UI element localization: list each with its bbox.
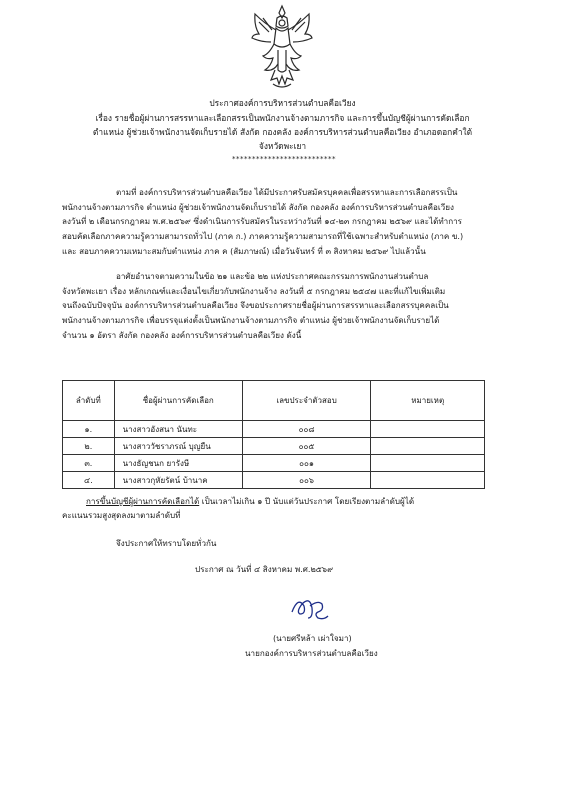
paragraph-line: ตามที่ องค์การบริหารส่วนตำบลคือเวียง ได้มีประกาศรับสมัครบุคคลเพื่อสรรหาและการเลือกสรรเป็น	[116, 187, 458, 197]
paragraph-line: พนักงานจ้างตามภารกิจ ตำแหน่ง ผู้ช่วยเจ้าพนักงานจัดเก็บรายได้ สังกัด กองคลัง องค์การบริหารส่วนตำบลคือเวียง	[62, 201, 454, 212]
cell-name: นางสาวกุหัยรัตน์ บ้านาค	[114, 472, 242, 489]
paragraph-line: จำนวน ๑ อัตรา สังกัด กองคลัง องค์การบริหารส่วนตำบลคือเวียง ดังนี้	[62, 329, 302, 340]
paragraph-line: สอบคัดเลือกภาคความรู้ความสามารถทั่วไป (ภาค ก.) ภาคความรู้ความสามารถที่ใช้เฉพาะสำหรับตำแหน่ง (ภาค ข.)	[62, 231, 464, 242]
garuda-emblem	[249, 4, 315, 92]
cell-name: นางสาววัชราภรณ์ บุญยืน	[114, 438, 242, 455]
table-header-row	[63, 381, 485, 421]
candidates-table	[62, 380, 485, 489]
table-row	[63, 438, 485, 455]
announcement-date: ประกาศ ณ วันที่ ๔ สิงหาคม พ.ศ.๒๕๖๙	[195, 564, 333, 574]
subject-line-1: เรื่อง รายชื่อผู้ผ่านการสรรหาและเลือกสรรเป็นพนักงานจ้างตามภารกิจ และการขึ้นบัญชีผู้ผ่านการคัดเลือก	[95, 113, 470, 123]
subject-line-3: จังหวัดพะเยา	[258, 141, 307, 151]
note-text-line-2: คะแนนรวมสูงสุดลงมาตามลำดับที่	[62, 510, 181, 520]
signer-position: นายกองค์การบริหารส่วนตำบลคือเวียง	[245, 648, 378, 658]
table-row	[63, 455, 485, 472]
subject-line-2: ตำแหน่ง ผู้ช่วยเจ้าพนักงานจัดเก็บรายได้ สังกัด กองคลัง องค์การบริหารส่วนตำบลคือเวียง อำเภอดอกคำใต้	[92, 127, 473, 137]
column-header-name: ชื่อผู้ผ่านการคัดเลือก	[114, 381, 242, 421]
signer-name: (นายศรีหล้า เผ่าใจมา)	[273, 633, 352, 643]
cell-name: นางสาวอังสนา นันทะ	[114, 421, 242, 438]
paragraph-line: และ สอบภาคความเหมาะสมกับตำแหน่ง ภาค ค (สัมภาษณ์) เมื่อวันจันทร์ ที่ ๓ สิงหาคม ๒๕๖๙ ไปแล้วนั้น	[62, 245, 426, 256]
paragraph-background	[62, 185, 486, 259]
column-header-order: ลำดับที่	[63, 381, 115, 421]
paragraph-line: พนักงานจ้างตามภารกิจ เพื่อบรรจุแต่งตั้งเป็นพนักงานจ้างตามภารกิจ ตำแหน่ง ผู้ช่วยเจ้าพนักงานจัดเก็บรายได้	[62, 315, 440, 326]
cell-remark	[371, 455, 485, 472]
handwritten-signature	[288, 592, 330, 622]
cell-remark	[371, 421, 485, 438]
paragraph-line: จังหวัดพะเยา เรื่อง หลักเกณฑ์และเงื่อนไขเกี่ยวกับพนักงานจ้าง ลงวันที่ ๕ กรกฎาคม ๒๕๔๗ และที่แก้ไขเพิ่มเติม	[62, 285, 446, 296]
cell-exam-id: ๐๐๕	[242, 438, 371, 455]
announce-text: จึงประกาศให้ทราบโดยทั่วกัน	[116, 538, 217, 548]
cell-order: ๑.	[63, 421, 115, 438]
cell-exam-id: ๐๐๖	[242, 472, 371, 489]
list-validity-note	[86, 494, 486, 509]
announcement-title: ประกาศองค์การบริหารส่วนตำบลคือเวียง	[209, 98, 356, 108]
note-text: เป็นเวลาไม่เกิน ๑ ปี นับแต่วันประกาศ โดยเรียงตามลำดับผู้ได้	[199, 496, 415, 506]
column-header-remark: หมายเหตุ	[371, 381, 485, 421]
table-row	[63, 472, 485, 489]
cell-order: ๒.	[63, 438, 115, 455]
cell-exam-id: ๐๐๘	[242, 421, 371, 438]
cell-order: ๔.	[63, 472, 115, 489]
table-row	[63, 421, 485, 438]
star-separator: **************************	[232, 155, 336, 163]
cell-order: ๓.	[63, 455, 115, 472]
paragraph-line: ลงวันที่ ๒ เดือนกรกฎาคม พ.ศ.๒๕๖๙ ซึ่งดำเนินการรับสมัครในระหว่างวันที่ ๑๔-๒๓ กรกฎาคม ๒๕๖๙ และได้ทำการ	[62, 216, 463, 227]
cell-exam-id: ๐๐๑	[242, 455, 371, 472]
cell-name: นางธัญชนก ยารังษี	[114, 455, 242, 472]
column-header-exam-id: เลขประจำตัวสอบ	[242, 381, 371, 421]
cell-remark	[371, 438, 485, 455]
paragraph-authority	[62, 269, 486, 343]
cell-remark	[371, 472, 485, 489]
paragraph-line: จนถึงฉบับปัจจุบัน องค์การบริหารส่วนตำบลคือเวียง จึงขอประกาศรายชื่อผู้ผ่านการสรรหาและเลือกสรรบุคคลเป็น	[62, 300, 449, 311]
paragraph-line: อาศัยอำนาจตามความในข้อ ๒๑ และข้อ ๒๒ แห่งประกาศคณะกรรมการพนักงานส่วนตำบล	[116, 271, 429, 281]
note-underlined-text: การขึ้นบัญชีผู้ผ่านการคัดเลือกได้	[86, 496, 200, 506]
